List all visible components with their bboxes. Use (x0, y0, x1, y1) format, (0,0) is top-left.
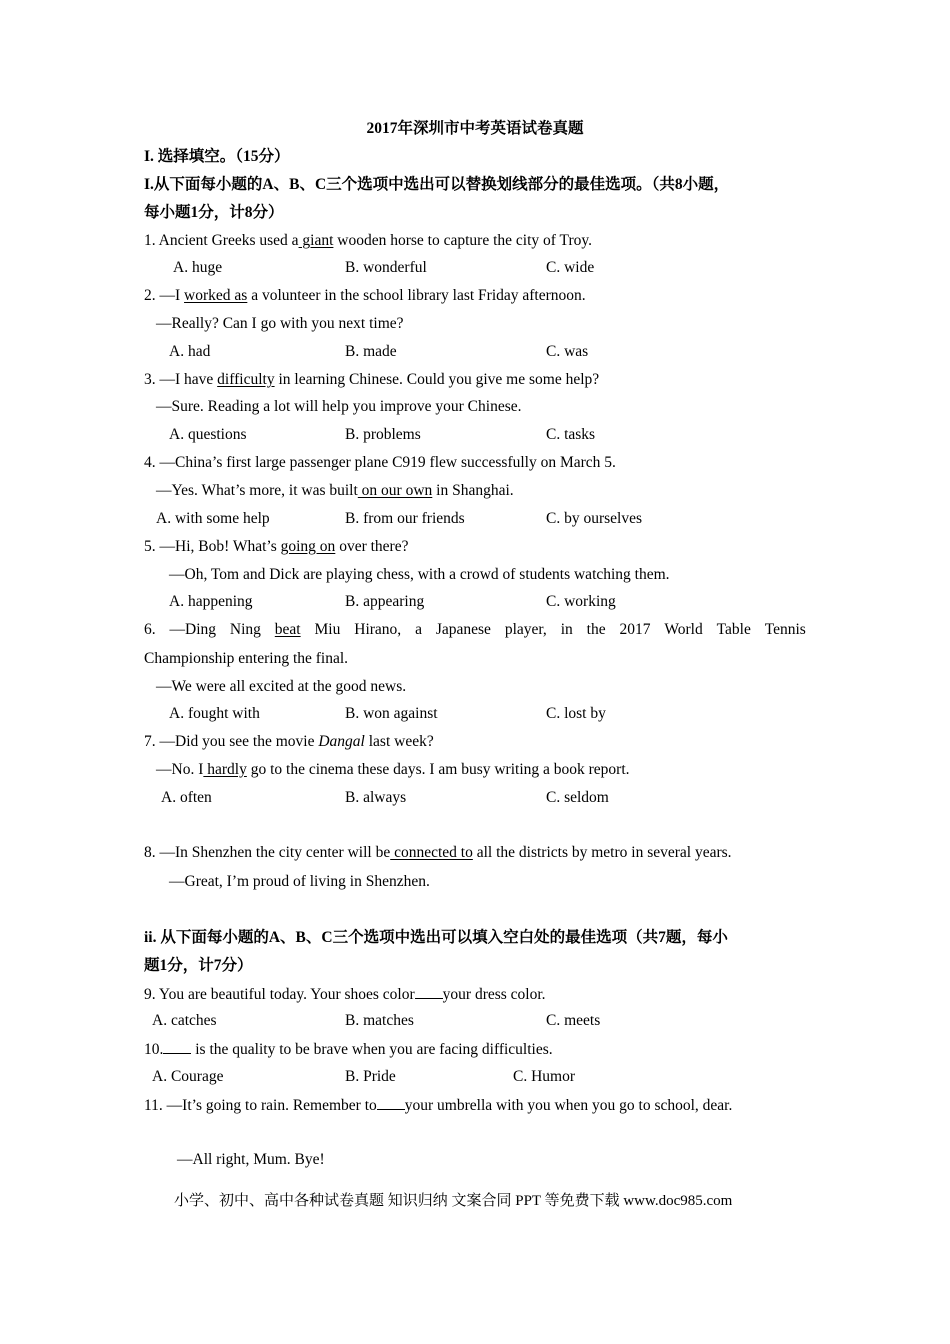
question-4: 4. —China’s first large passenger plane C919 flew successfully on March 5. (144, 454, 616, 471)
answer-blank (415, 984, 443, 999)
word: Table (716, 621, 751, 638)
question-text: 11. —It’s going to rain. Remember to (144, 1097, 377, 1114)
dialogue-line: —Really? Can I go with you next time? (156, 315, 404, 332)
question-text: 10. (144, 1041, 164, 1058)
question-text: 7. —Did you see the movie (144, 733, 319, 750)
dialogue-line: —Sure. Reading a lot will help you improve your Chinese. (156, 398, 522, 415)
question-text: 9. You are beautiful today. Your shoes color (144, 986, 415, 1003)
question-1 (144, 231, 592, 251)
option-b: B. always (345, 789, 407, 806)
question-text: your umbrella with you when you go to school, dear. (404, 1097, 733, 1114)
question-text: go to the cinema these days. I am busy writing a book report. (246, 761, 630, 778)
word: the (586, 621, 606, 638)
question-text: 2. —I (144, 287, 185, 304)
option-a: A. happening (169, 593, 253, 610)
option-c: C. wide (546, 259, 595, 276)
question-3 (144, 370, 599, 390)
question-continuation: Championship entering the final. (144, 650, 349, 667)
word: 2017 (619, 621, 651, 638)
option-b: B. Pride (345, 1068, 396, 1085)
question-text: 8. —In Shenzhen the city center will be (144, 844, 391, 861)
option-a: A. huge (173, 259, 223, 276)
option-c: C. meets (546, 1012, 601, 1029)
underlined-word: beat (274, 621, 301, 638)
word: Tennis (764, 621, 806, 638)
option-b: B. matches (345, 1012, 414, 1029)
option-b: B. made (345, 343, 397, 360)
question-text: 1. Ancient Greeks used a (144, 232, 299, 249)
question-2 (144, 286, 586, 306)
question-11 (144, 1095, 732, 1116)
page-title: 2017年深圳市中考英语试卷真题 (366, 120, 584, 137)
question-text: all the districts by metro in several years. (472, 844, 732, 861)
word: a (415, 621, 422, 638)
question-text: last week? (364, 733, 434, 750)
underlined-word: connected to (390, 844, 473, 861)
question-9 (144, 984, 546, 1005)
option-c: C. Humor (513, 1068, 575, 1085)
section-heading: I. 选择填空。（15分） (144, 148, 290, 165)
question-text: over there? (335, 538, 409, 555)
question-text: wooden horse to capture the city of Troy. (333, 232, 592, 249)
word: World (664, 621, 703, 638)
option-c: C. by ourselves (546, 510, 643, 527)
word: player, (504, 621, 547, 638)
question-text: —No. I (156, 761, 204, 778)
question-text: a volunteer in the school library last Friday afternoon. (247, 287, 586, 304)
option-a: A. had (169, 343, 211, 360)
answer-blank (377, 1095, 405, 1110)
question-10 (144, 1039, 553, 1060)
option-b: B. won against (345, 705, 438, 722)
question-text: in learning Chinese. Could you give me some help? (274, 371, 600, 388)
dialogue-line: —All right, Mum. Bye! (177, 1151, 325, 1168)
option-b: B. wonderful (345, 259, 427, 276)
question-6 (144, 620, 806, 640)
dialogue-line: —Oh, Tom and Dick are playing chess, with a crowd of students watching them. (169, 566, 670, 583)
movie-title: Dangal (318, 733, 365, 750)
question-5 (144, 537, 408, 557)
word: Japanese (435, 621, 491, 638)
dialogue-line (156, 760, 630, 780)
option-c: C. working (546, 593, 616, 610)
option-a: A. Courage (152, 1068, 224, 1085)
option-b: B. problems (345, 426, 421, 443)
question-text: 5. —Hi, Bob! What’s (144, 538, 281, 555)
option-a: A. catches (152, 1012, 217, 1029)
dialogue-line: —Great, I’m proud of living in Shenzhen. (169, 873, 430, 890)
option-a: A. questions (169, 426, 247, 443)
option-c: C. was (546, 343, 589, 360)
question-text: —Yes. What’s more, it was built (156, 482, 358, 499)
underlined-word: difficulty (217, 371, 275, 388)
option-a: A. often (161, 789, 212, 806)
question-7 (144, 732, 434, 752)
underlined-word: hardly (203, 761, 247, 778)
word: Ning (229, 621, 261, 638)
question-text: in Shanghai. (432, 482, 514, 499)
dialogue-line: —We were all excited at the good news. (156, 678, 407, 695)
part2-instruction-line1: ii. 从下面每小题的A、B、C三个选项中选出可以填入空白处的最佳选项（共7题，每小 (144, 929, 728, 946)
option-b: B. from our friends (345, 510, 465, 527)
part1-instruction-line1: I.从下面每小题的A、B、C三个选项中选出可以替换划线部分的最佳选项。（共8小题， (144, 176, 730, 193)
underlined-word: going on (280, 538, 336, 555)
part2-instruction-line2: 题1分，计7分） (144, 957, 253, 974)
question-text: your dress color. (442, 986, 546, 1003)
option-b: B. appearing (345, 593, 425, 610)
question-text: is the quality to be brave when you are facing difficulties. (191, 1041, 553, 1058)
question-8 (144, 843, 732, 863)
word: 6. (144, 621, 156, 638)
option-c: C. tasks (546, 426, 596, 443)
answer-blank (163, 1039, 191, 1054)
word: Hirano, (354, 621, 402, 638)
underlined-word: giant (298, 232, 334, 249)
option-a: A. with some help (156, 510, 270, 527)
option-a: A. fought with (169, 705, 260, 722)
page-footer: 小学、初中、高中各种试卷真题 知识归纳 文案合同 PPT 等免费下载 www.doc985.com (174, 1193, 733, 1209)
word: in (560, 621, 573, 638)
word: Miu (314, 621, 341, 638)
option-c: C. lost by (546, 705, 606, 722)
question-text: 3. —I have (144, 371, 218, 388)
underlined-word: worked as (184, 287, 248, 304)
dialogue-line (156, 481, 514, 501)
part1-instruction-line2: 每小题1分，计8分） (144, 204, 284, 221)
option-c: C. seldom (546, 789, 609, 806)
underlined-word: on our own (357, 482, 433, 499)
word: —Ding (169, 621, 217, 638)
